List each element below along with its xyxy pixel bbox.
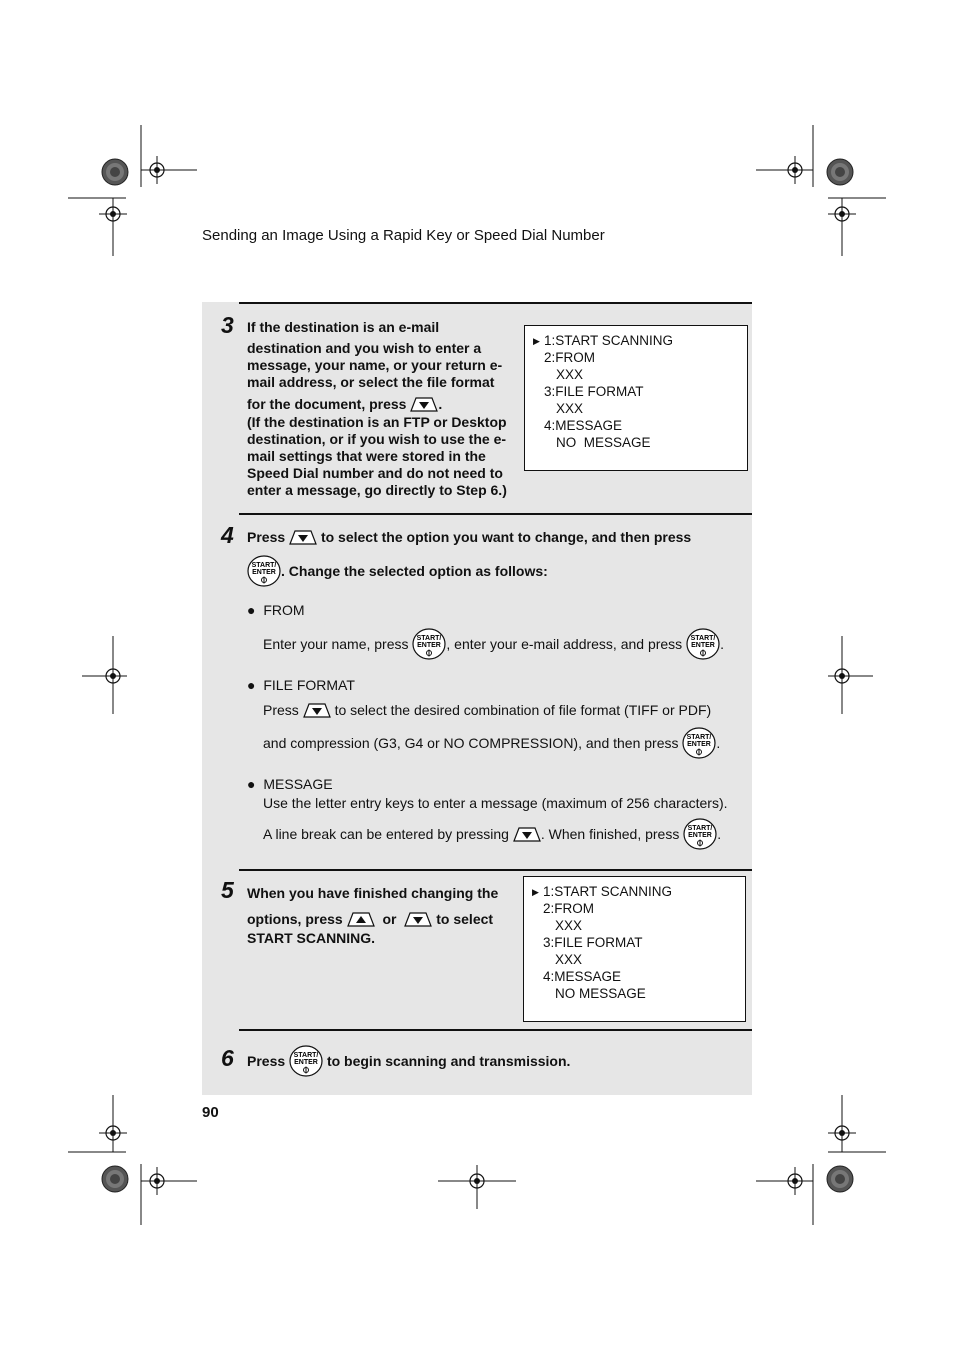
lcd-line: 1:START SCANNING bbox=[544, 333, 674, 348]
step-3-number: 3 bbox=[221, 312, 234, 338]
step-5-line-3: START SCANNING. bbox=[247, 930, 376, 946]
message-line-2 bbox=[263, 818, 721, 850]
start-enter-key-icon bbox=[247, 563, 281, 579]
divider bbox=[239, 513, 752, 515]
start-enter-key-icon bbox=[412, 628, 446, 660]
step-6-number: 6 bbox=[221, 1045, 234, 1071]
file-format-line-1 bbox=[263, 702, 711, 718]
file-format-line-2 bbox=[263, 727, 720, 759]
lcd-line: 4:MESSAGE bbox=[544, 418, 623, 433]
file-format-line-1-text: to select the desired combination of file format (TIFF or PDF) bbox=[334, 702, 712, 718]
enter-key-label: ENTER bbox=[252, 569, 276, 576]
bullet-dot: ● bbox=[247, 602, 256, 618]
step-6-text: to begin scanning and transmission. bbox=[326, 1053, 571, 1069]
cursor-arrow-icon: ▶ bbox=[532, 887, 539, 897]
step-5-press-text: options, press bbox=[247, 911, 343, 927]
step-5-number: 5 bbox=[221, 877, 234, 903]
step-5-line-1: When you have finished changing the bbox=[247, 885, 499, 901]
svg-text:ENTER: ENTER bbox=[688, 832, 713, 839]
step-4-line-1 bbox=[247, 529, 691, 545]
start-key-label: START/ bbox=[251, 562, 277, 569]
lcd-line: XXX bbox=[555, 952, 583, 967]
svg-text:ENTER: ENTER bbox=[691, 642, 715, 649]
svg-text:START/: START/ bbox=[417, 635, 442, 642]
start-enter-key-icon bbox=[683, 818, 717, 850]
down-arrow-key-icon bbox=[404, 912, 432, 927]
svg-text:START/: START/ bbox=[293, 1052, 319, 1059]
step-4-number: 4 bbox=[221, 522, 234, 548]
step-3-press-text: for the document, press bbox=[247, 396, 407, 412]
from-text-mid: , enter your e-mail address, and press bbox=[446, 636, 683, 652]
step-3-text-line: enter a message, go directly to Step 6.) bbox=[247, 482, 507, 498]
down-arrow-key-icon bbox=[289, 530, 317, 545]
lcd-line: 4:MESSAGE bbox=[543, 969, 622, 984]
divider bbox=[239, 1029, 752, 1031]
svg-text:START/: START/ bbox=[690, 635, 716, 642]
step-4-line-2-text: . Change the selected option as follows: bbox=[281, 563, 548, 579]
start-enter-key-icon bbox=[682, 727, 716, 759]
option-heading-from: FROM bbox=[263, 602, 305, 618]
bullet-dot: ● bbox=[247, 776, 256, 792]
step-3-text-line: destination, or if you wish to use the e- bbox=[247, 431, 507, 447]
bullet-from bbox=[247, 602, 305, 618]
file-format-press-text: Press bbox=[263, 702, 299, 718]
down-arrow-key-icon bbox=[410, 397, 438, 412]
page-number: 90 bbox=[202, 1104, 219, 1121]
start-enter-key-icon bbox=[686, 628, 720, 660]
step-3-period: . bbox=[438, 396, 443, 412]
step-3-text-line: mail address, or select the file format bbox=[247, 374, 495, 390]
step-6-press-text: Press bbox=[247, 1053, 286, 1069]
from-text-pre: Enter your name, press bbox=[263, 636, 409, 652]
step-5-select-text: to select bbox=[436, 911, 494, 927]
step-3-text-line: If the destination is an e-mail bbox=[247, 319, 440, 335]
divider bbox=[239, 302, 752, 304]
start-enter-key-icon bbox=[289, 1045, 323, 1077]
step-3-text-line: Speed Dial number and do not need to bbox=[247, 465, 503, 481]
svg-text:START/: START/ bbox=[687, 734, 712, 741]
cursor-arrow-icon: ▶ bbox=[533, 336, 540, 346]
file-format-line-2-text: and compression (G3, G4 or NO COMPRESSION), and then press bbox=[263, 735, 679, 751]
step-3-text-line: mail settings that were stored in the bbox=[247, 448, 486, 464]
lcd-line: 3:FILE FORMAT bbox=[544, 384, 644, 399]
step-4-line-1-text: to select the option you want to change, and then press bbox=[320, 529, 692, 545]
message-line-2-pre: A line break can be entered by pressing bbox=[263, 826, 509, 842]
step-5-line-2 bbox=[247, 911, 493, 927]
step-4-line-2 bbox=[247, 555, 548, 587]
step-4-press-text: Press bbox=[247, 529, 286, 545]
step-3-text-line: message, your name, or your return e- bbox=[247, 357, 503, 373]
lcd-display bbox=[523, 876, 746, 1022]
step-3-text-line: destination and you wish to enter a bbox=[247, 340, 482, 356]
down-arrow-key-icon bbox=[303, 703, 331, 718]
step-6-line bbox=[247, 1045, 570, 1077]
step-5-or-text: or bbox=[382, 911, 397, 927]
lcd-line: XXX bbox=[556, 367, 584, 382]
file-format-line-2-end: . bbox=[716, 735, 721, 751]
from-text-end: . bbox=[720, 636, 724, 652]
svg-text:ENTER: ENTER bbox=[417, 642, 442, 649]
bullet-message bbox=[247, 776, 333, 792]
message-line-2-mid: . When finished, press bbox=[540, 826, 680, 842]
lcd-line: 3:FILE FORMAT bbox=[543, 935, 643, 950]
lcd-line: 2:FROM bbox=[544, 350, 596, 365]
option-heading-file-format: FILE FORMAT bbox=[263, 677, 355, 693]
lcd-line: 2:FROM bbox=[543, 901, 595, 916]
page-header-title: Sending an Image Using a Rapid Key or Speed Dial Number bbox=[202, 227, 605, 244]
down-arrow-key-icon bbox=[513, 827, 541, 842]
message-line-1: Use the letter entry keys to enter a message (maximum of 256 characters). bbox=[263, 795, 728, 811]
from-description bbox=[263, 628, 724, 660]
bullet-dot: ● bbox=[247, 677, 256, 693]
svg-text:ENTER: ENTER bbox=[687, 741, 712, 748]
svg-text:ENTER: ENTER bbox=[294, 1059, 318, 1066]
lcd-line: 1:START SCANNING bbox=[543, 884, 673, 899]
lcd-display bbox=[524, 325, 748, 471]
option-heading-message: MESSAGE bbox=[263, 776, 333, 792]
step-3-text-line: (If the destination is an FTP or Desktop bbox=[247, 414, 507, 430]
lcd-line: NO MESSAGE bbox=[556, 435, 651, 450]
instruction-panel bbox=[202, 302, 752, 1095]
lcd-line: NO MESSAGE bbox=[555, 986, 646, 1001]
up-arrow-key-icon bbox=[347, 912, 375, 927]
divider bbox=[239, 869, 752, 871]
svg-text:START/: START/ bbox=[687, 825, 713, 832]
lcd-line: XXX bbox=[555, 918, 583, 933]
bullet-file-format bbox=[247, 677, 355, 693]
step-3-text-line bbox=[247, 396, 442, 412]
lcd-line: XXX bbox=[556, 401, 584, 416]
message-line-2-end: . bbox=[717, 826, 722, 842]
